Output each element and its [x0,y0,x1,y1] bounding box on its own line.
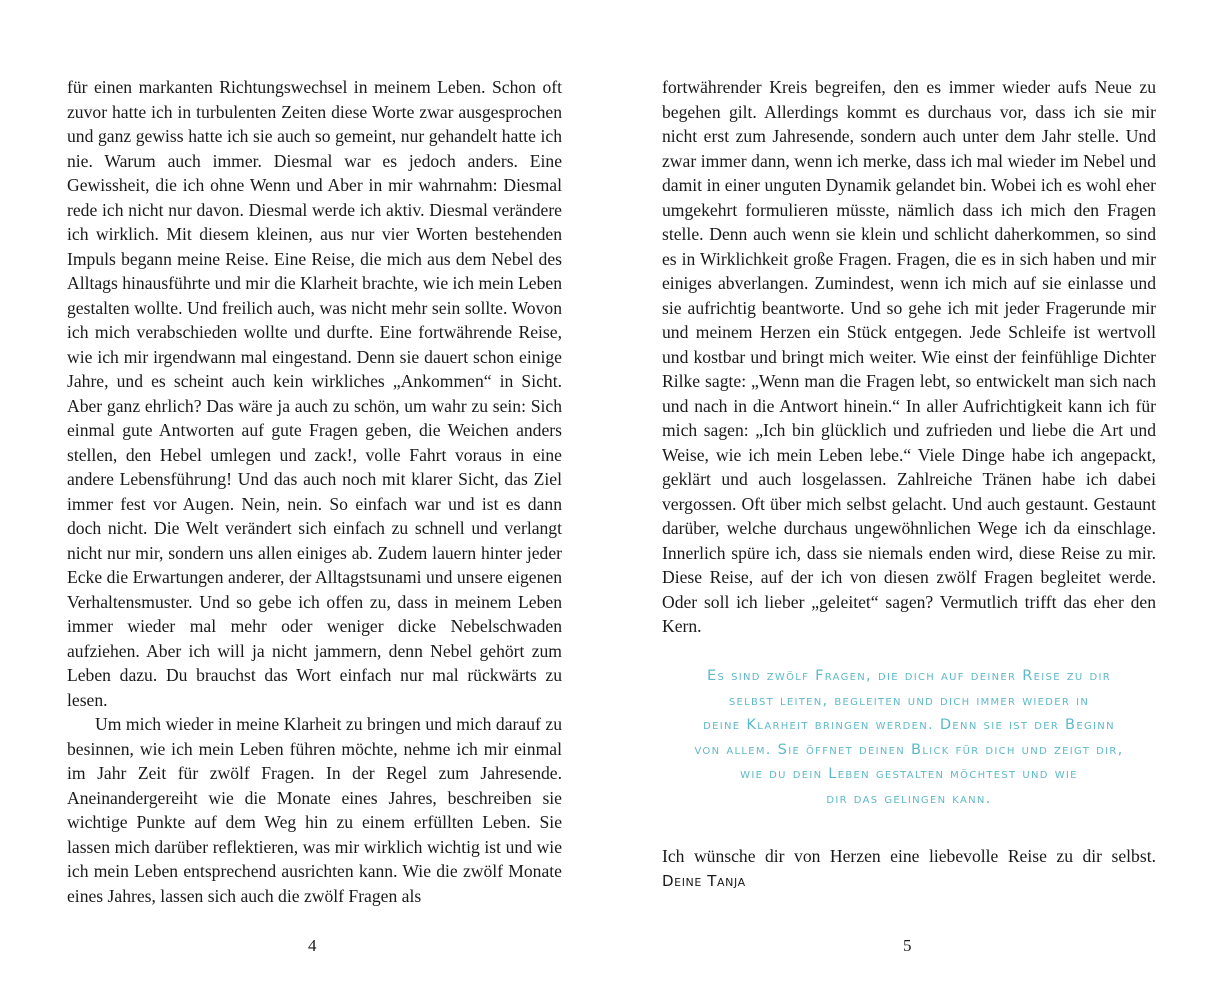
left-body-text [67,75,562,908]
closing-block [662,844,1156,893]
signature: Deine Tanja [662,871,746,890]
page-number-left: 4 [308,936,317,955]
page-number-right: 5 [903,936,912,955]
left-paragraph-2: Um mich wieder in meine Klarheit zu bringen und mich darauf zu besinnen, wie ich mein Leben führen möchte, nehme ich mir einmal im Jahr Zeit für zwölf Fragen. In der Regel zum Jahresende. Aneinandergereiht wie die Monate eines Jahres, beschreiben sie wichtige Punkte auf dem Weg hin zu einem erfüllten Leben. Sie lassen mich darüber reflektieren, was mir wirklich wichtig ist und wie ich mein Leben entsprechend ausrichten kann. Wie die zwölf Monate eines Jahres, lassen sich auch die zwölf Fragen als [67,714,562,906]
quote-line: wie du dein Leben gestalten möchtest und wie [740,765,1078,783]
right-body-text [662,75,1156,639]
left-paragraph-1: für einen markanten Richtungswechsel in meinem Leben. Schon oft zuvor hatte ich in turbulenten Zeiten diese Worte zwar ausgesprochen und ganz gewiss hatte ich sie auch so gemeint, nur gehandelt hatte ich nie. Warum auch immer. Diesmal war es jedoch anders. Eine Gewissheit, die ich ohne Wenn und Aber in mir wahrnahm: Diesmal rede ich nicht nur davon. Diesmal werde ich aktiv. Diesmal verändere ich wirklich. Mit diesem kleinen, aus nur vier Worten bestehenden Impuls begann meine Reise. Eine Reise, die mich aus dem Nebel des Alltags hinausführte und mir die Klarheit brachte, wie ich mein Leben gestalten wollte. Und freilich auch, was nicht mehr sein sollte. Wovon ich mich verabschieden wollte und durfte. Eine fortwährende Reise, wie ich mir irgendwann mal eingestand. Denn sie dauert schon einige Jahre, und es scheint auch kein wirkliches „Ankommen“ in Sicht. Aber ganz ehrlich? Das wäre ja auch zu schön, um wahr zu sein: Sich einmal gute Antworten auf gute Fragen geben, die Weichen anders stellen, den Hebel umlegen und zack!, volle Fahrt voraus in eine andere Lebensführung! Und das auch noch mit klarer Sicht, das Ziel immer fest vor Augen. Nein, nein. So einfach war und ist es dann doch nicht. Die Welt verändert sich einfach zu schnell und verlangt nicht nur mir, sondern uns allen einiges ab. Zudem lauern hinter jeder Ecke die Erwartungen anderer, der Alltagstsunami und unsere eigenen Verhaltensmuster. Und so gebe ich offen zu, dass in meinem Leben immer wieder mal mehr oder weniger dicke Nebelschwaden aufziehen. Aber ich will ja nicht jammern, denn Nebel gehört zum Leben dazu. Du brauchst das Wort einfach nur mal rückwärts zu lesen. [67,77,562,710]
quote-line: Es sind zwölf Fragen, die dich auf deiner Reise zu dir [707,667,1111,684]
quote-line: dir das gelingen kann. [826,789,992,807]
pull-quote [662,664,1156,812]
quote-line: selbst leiten, begleiten und dich immer wieder in [728,691,1090,709]
right-page [611,0,1222,1000]
right-paragraph-1: fortwährender Kreis begreifen, den es immer wieder aufs Neue zu begehen gilt. Allerdings kommt es durchaus vor, dass ich sie mir nicht erst zum Jahresende, sondern auch unter dem Jahr stelle. Und zwar immer dann, wenn ich merke, dass ich mal wieder im Nebel und damit in einer unguten Dynamik gelandet bin. Wobei ich es wohl eher umgekehrt formulieren müsste, nämlich dass ich mich den Fragen stelle. Denn auch wenn sie klein und schlicht daherkommen, so sind es in Wirklichkeit große Fragen. Fragen, die es in sich haben und mir einiges abverlangen. Zumindest, wenn ich mich auf sie einlasse und sie aufrichtig beantworte. Und so gehe ich mit jeder Fragerunde mir und meinem Herzen ein Stück entgegen. Jede Schleife ist wertvoll und kostbar und bringt mich weiter. Wie einst der feinfühlige Dichter Rilke sagte: „Wenn man die Fragen lebt, so entwickelt man sich nach und nach in die Antwort hinein.“ In aller Aufrichtigkeit kann ich für mich sagen: „Ich bin glücklich und zufrieden und liebe die Art und Weise, wie ich mein Leben lebe.“ Viele Dinge habe ich angepackt, geklärt und auch losgelassen. Zahlreiche Tränen habe ich dabei vergossen. Oft über mich selbst gelacht. Und auch gestaunt. Gestaunt darüber, welche durchaus ungewöhnlichen Wege ich da einschlage. Innerlich spüre ich, dass sie niemals enden wird, diese Reise zu mir. Diese Reise, auf der ich von diesen zwölf Fragen begleitet werde. Oder soll ich lieber „geleitet“ sagen? Vermutlich trifft das eher den Kern. [662,77,1156,636]
quote-line: deine Klarheit bringen werden. Denn sie ist der Beginn [703,716,1115,734]
quote-line: von allem. Sie öffnet deinen Blick für dich und zeigt dir, [694,740,1124,758]
closing-line: Ich wünsche dir von Herzen eine liebevolle Reise zu dir selbst. [662,846,1156,866]
